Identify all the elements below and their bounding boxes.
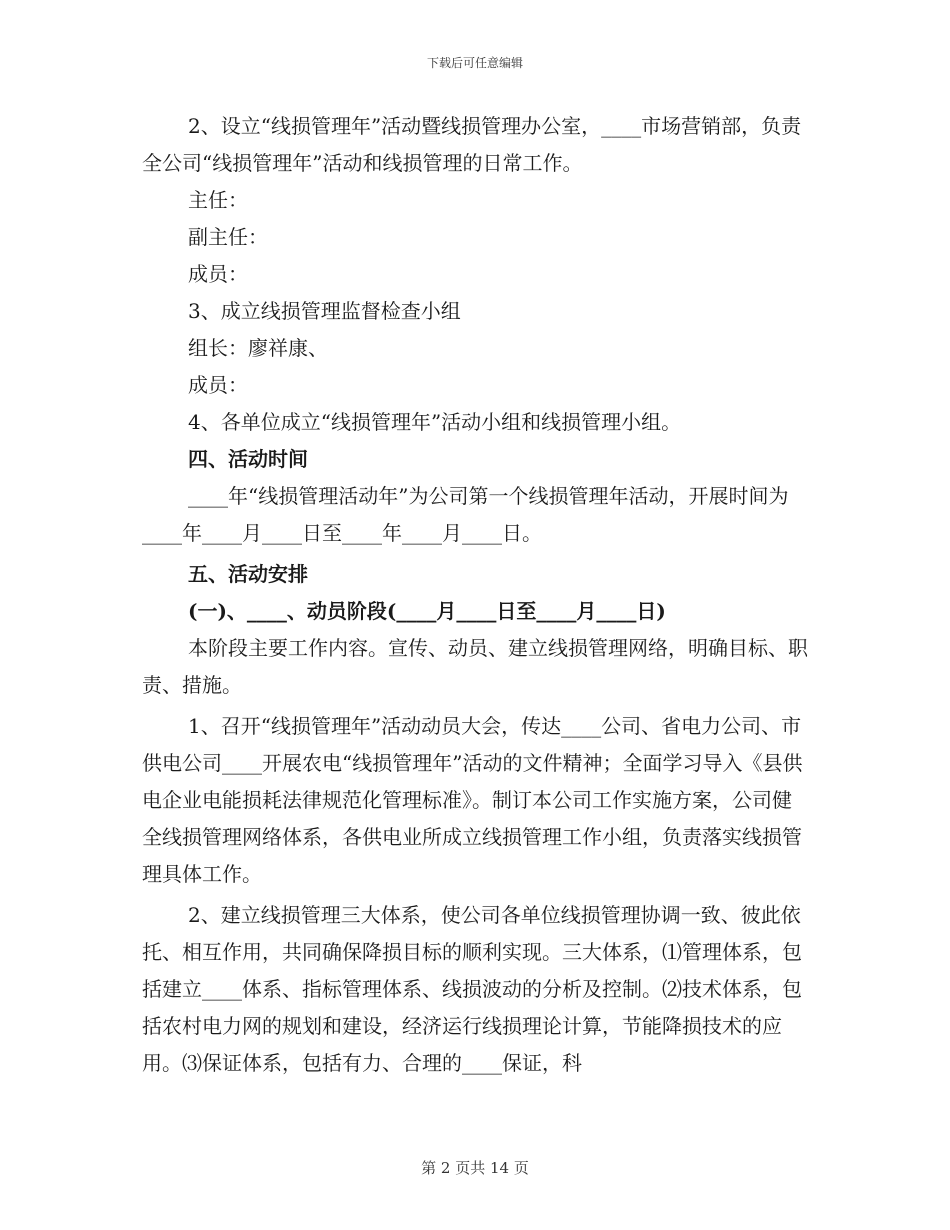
subheading-mobilization-stage: (一)、____、动员阶段(____月____日至____月____日) — [188, 599, 666, 623]
line-members: 成员： — [188, 262, 248, 286]
paragraph-office-setup: 2、设立“线损管理年”活动暨线损管理办公室，____市场营销部，负责全公司“线损管理年”活动和线损管理的日常工作。 — [142, 114, 802, 175]
paragraph-mobilization-meeting: 1、召开“线损管理年”活动动员大会，传达____公司、省电力公司、市供电公司____开展农电“线损管理年”活动的文件精神；全面学习导入《县供电企业电能损耗法律规范化管理标准》。制订本公司工作实施方案，公司健全线损管理网络体系，各供电业所成立线损管理工作小组，负责落实线损管理具体工作。 — [142, 714, 803, 886]
page-header: 下载后可任意编辑 — [426, 56, 523, 70]
line-inspection-group: 3、成立线损管理监督检查小组 — [188, 299, 461, 323]
paragraph-activity-time: ____年“线损管理活动年”为公司第一个线损管理年活动，开展时间为____年____月____日至____年____月____日。 — [142, 484, 789, 545]
paragraph-stage-content: 本阶段主要工作内容。宣传、动员、建立线损管理网络，明确目标、职责、措施。 — [142, 636, 808, 697]
page-footer: 第 2 页共 14 页 — [421, 1159, 529, 1177]
document-body — [142, 108, 810, 1082]
section-heading-activity-time: 四、活动时间 — [188, 447, 308, 471]
line-deputy-director: 副主任： — [188, 225, 268, 249]
paragraph-three-systems: 2、建立线损管理三大体系，使公司各单位线损管理协调一致、彼此依托、相互作用，共同确保降损目标的顺利实现。三大体系，⑴管理体系，包括建立____体系、指标管理体系、线损波动的分析及控制。⑵技术体系，包括农村电力网的规划和建设，经济运行线损理论计算，节能降损技术的应用。⑶保证体系，包括有力、合理的____保证，科 — [142, 903, 802, 1075]
line-unit-groups: 4、各单位成立“线损管理年”活动小组和线损管理小组。 — [188, 410, 682, 434]
section-heading-activity-arrangement: 五、活动安排 — [188, 562, 308, 586]
line-members-2: 成员： — [188, 373, 248, 397]
line-group-leader: 组长：廖祥康、 — [188, 336, 328, 360]
line-director: 主任： — [188, 188, 248, 212]
